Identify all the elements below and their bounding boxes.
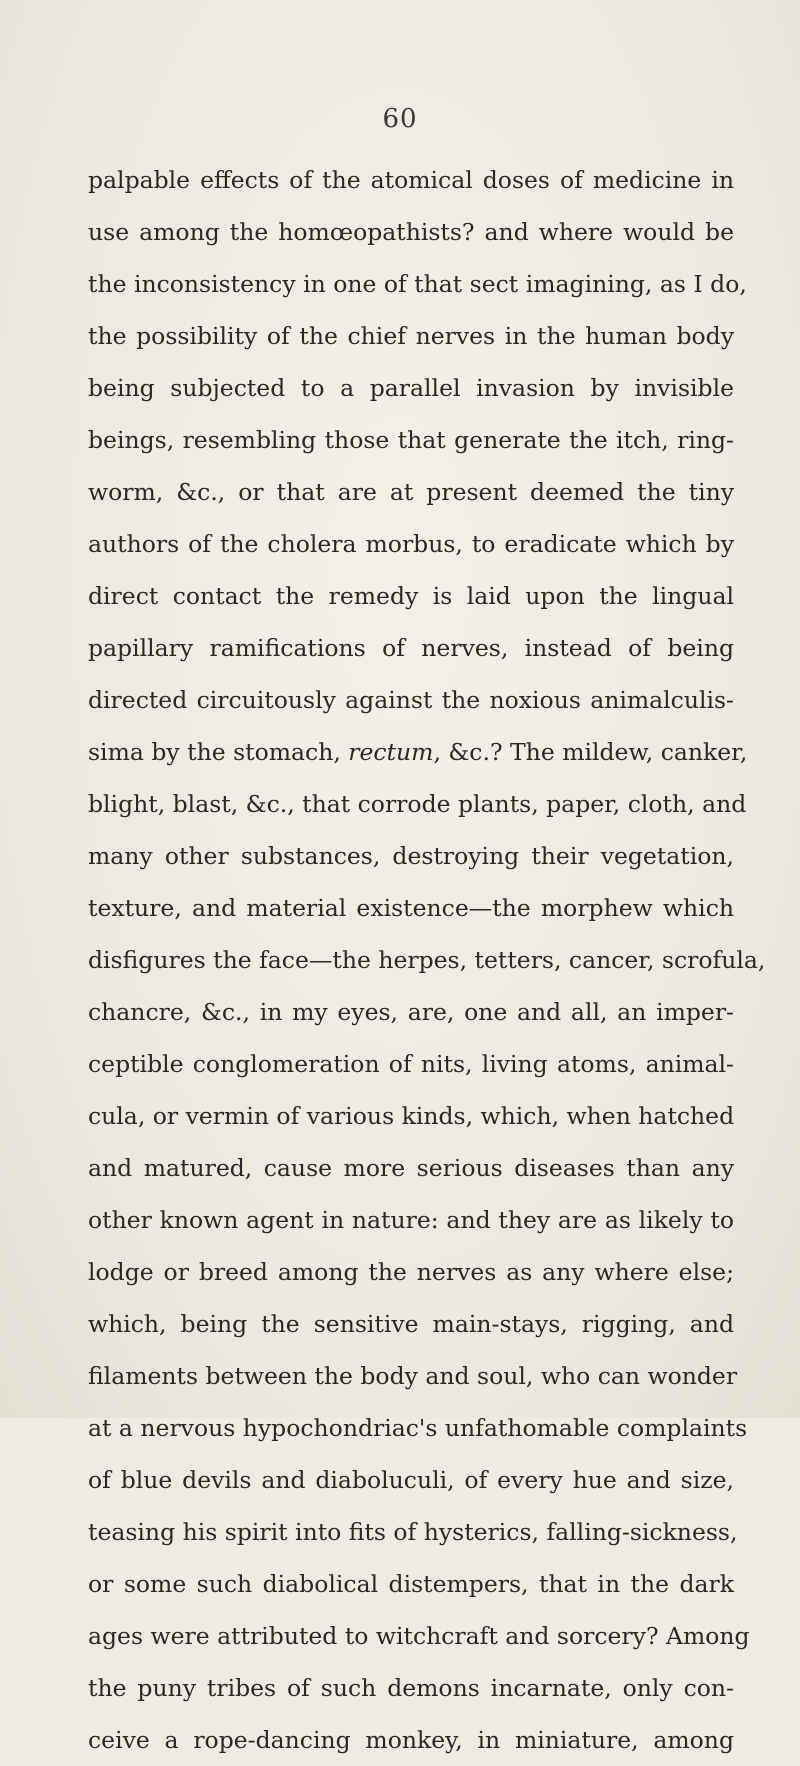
text-line: being subjected to a parallel invasion by invisible [88, 374, 734, 402]
text-line: cula, or vermin of various kinds, which, when hatched [88, 1102, 735, 1130]
text-line: and matured, cause more serious diseases than any [88, 1154, 734, 1182]
text-line: the possibility of the chief nerves in the human body [88, 322, 734, 350]
text-line: direct contact the remedy is laid upon the lingual [88, 582, 734, 610]
text-line: blight, blast, &c., that corrode plants, paper, cloth, and [88, 790, 747, 818]
text-line: palpable effects of the atomical doses of medicine in [88, 166, 734, 194]
text-line: the inconsistency in one of that sect imagining, as I do, [88, 270, 747, 298]
text-line: authors of the cholera morbus, to eradicate which by [88, 530, 734, 558]
text-line: ages were attributed to witchcraft and sorcery? Among [88, 1622, 750, 1650]
text-line: which, being the sensitive main-stays, rigging, and [88, 1310, 734, 1338]
text-line: teasing his spirit into fits of hysterics, falling-sickness, [88, 1518, 738, 1546]
text-line: worm, &c., or that are at present deemed the tiny [88, 478, 734, 506]
text-line: disfigures the face—the herpes, tetters, cancer, scrofula, [88, 946, 766, 974]
body-text [88, 154, 766, 1766]
text-line: lodge or breed among the nerves as any where else; [88, 1258, 734, 1286]
text-line: filaments between the body and soul, who can wonder [88, 1362, 738, 1390]
text-line: texture, and material existence—the morphew which [88, 894, 734, 922]
text-line: of blue devils and diaboluculi, of every hue and size, [88, 1466, 734, 1494]
italic-term: rectum [348, 738, 434, 766]
text-line: the puny tribes of such demons incarnate, only con- [88, 1674, 734, 1702]
page-number: 60 [382, 104, 418, 134]
text-line: directed circuitously against the noxious animalculis- [88, 686, 734, 714]
text-segment: sima by the stomach, [88, 738, 349, 766]
text-line: at a nervous hypochondriac's unfathomable complaints [88, 1414, 748, 1442]
text-line: ceptible conglomeration of nits, living atoms, animal- [88, 1050, 734, 1078]
text-line: ceive a rope-dancing monkey, in miniature, among [88, 1726, 734, 1754]
text-segment: , &c.? The mildew, canker, [433, 738, 748, 766]
text-line: chancre, &c., in my eyes, are, one and all, an imper- [88, 998, 734, 1026]
text-line: many other substances, destroying their vegetation, [88, 842, 734, 870]
text-line: or some such diabolical distempers, that in the dark [88, 1570, 734, 1598]
text-line: other known agent in nature: and they are as likely to [88, 1206, 734, 1234]
text-line: use among the homœopathists? and where would be [88, 218, 734, 246]
text-line: papillary ramifications of nerves, instead of being [88, 634, 734, 662]
text-line: beings, resembling those that generate the itch, ring- [88, 426, 734, 454]
text-line-with-italic [88, 726, 748, 778]
